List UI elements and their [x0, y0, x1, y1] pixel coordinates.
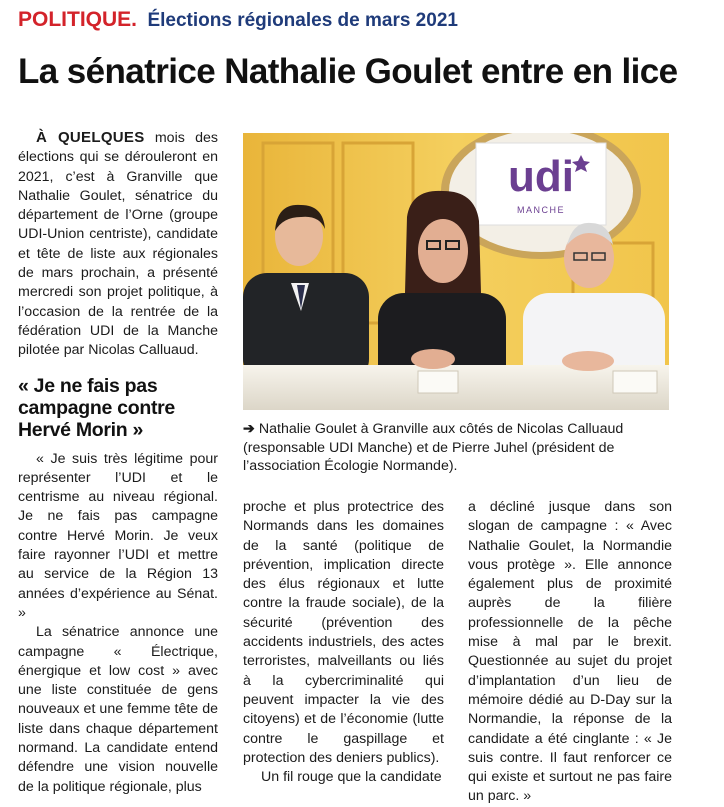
lead-paragraph: [18, 128, 218, 361]
paragraph-3-start: Un fil rouge que la candidate: [261, 769, 442, 786]
paragraph-3-continued: a décliné jusque dans son slogan de campagne : « Avec Nathalie Goulet, la Normandie vous protège ». Elle annonce également plus de proximité auprès de la filière professionnelle de la pêche mise à mal par le brexit. Questionnée au sujet du projet d’implantation d’un lieu de mémoire dédié au D-Day sur la Normandie, la réponse de la candidate a été cinglante : « Je suis contre. Il faut renforcer ce qui existe et surtout ne pas faire un parc. »: [468, 499, 672, 805]
headline: La sénatrice Nathalie Goulet entre en lice: [18, 52, 678, 91]
article-photo: [243, 133, 669, 410]
article-column-2: [243, 498, 444, 787]
caption-text: Nathalie Goulet à Granville aux côtés de Nicolas Calluaud (responsable UDI Manche) et de Pierre Juhel (président de l’association Écologie Normande).: [243, 421, 624, 474]
paragraph-2-start: La sénatrice annonce une campagne « Électrique, énergique et low cost » avec une liste constituée de gens nouveaux et une femme tête de liste dans chaque département normand. La candidate entend défendre une vision nouvelle de la politique régionale, plus: [18, 624, 218, 795]
subheading: « Je ne fais pas campagne contre Hervé Morin »: [18, 374, 175, 441]
photo-caption: [243, 420, 673, 476]
paragraph-2-continued: proche et plus protectrice des Normands dans les domaines de la santé (politique de prévention, implication directe des élus régionaux et lutte contre la fraude sociale), de la sécurité (prévention des accidents industriels, des actes terroristes, malveillants ou liés à la cybercriminalité qui peuvent impacter la vie des citoyens) et de l’économie (lutte contre le gaspillage et protection des deniers publics).: [243, 499, 444, 766]
udi-logo-text: udi: [508, 152, 574, 201]
article-column-1: [18, 128, 218, 797]
topic-label: Élections régionales de mars 2021: [147, 10, 458, 31]
arrow-right-icon: ➔: [243, 421, 255, 437]
rubric-label: POLITIQUE.: [18, 8, 138, 31]
udi-logo-subtitle: MANCHE: [516, 205, 566, 215]
quote-paragraph: « Je suis très légitime pour représenter l’UDI et le centrisme au niveau régional. Je ne fais pas campagne contre Hervé Morin. Je veux faire rayonner l’UDI et mettre au service de la Région 13 années d’expérience au Sénat. »: [18, 450, 218, 621]
lead-text: mois des élections qui se dérouleront en 2021, c’est à Granville que Nathalie Goulet, sénatrice du département de l’Orne (groupe UDI-Union centriste), candidate et tête de liste aux régionales de mars prochain, a présenté mercredi son projet politique, à l’occasion de la rentrée de la fédération UDI de la Manche pilotée par Nicolas Calluaud.: [18, 130, 218, 359]
section-kicker: [18, 8, 458, 32]
article-column-3: [468, 498, 672, 807]
lead-caps: À QUELQUES: [36, 129, 145, 146]
